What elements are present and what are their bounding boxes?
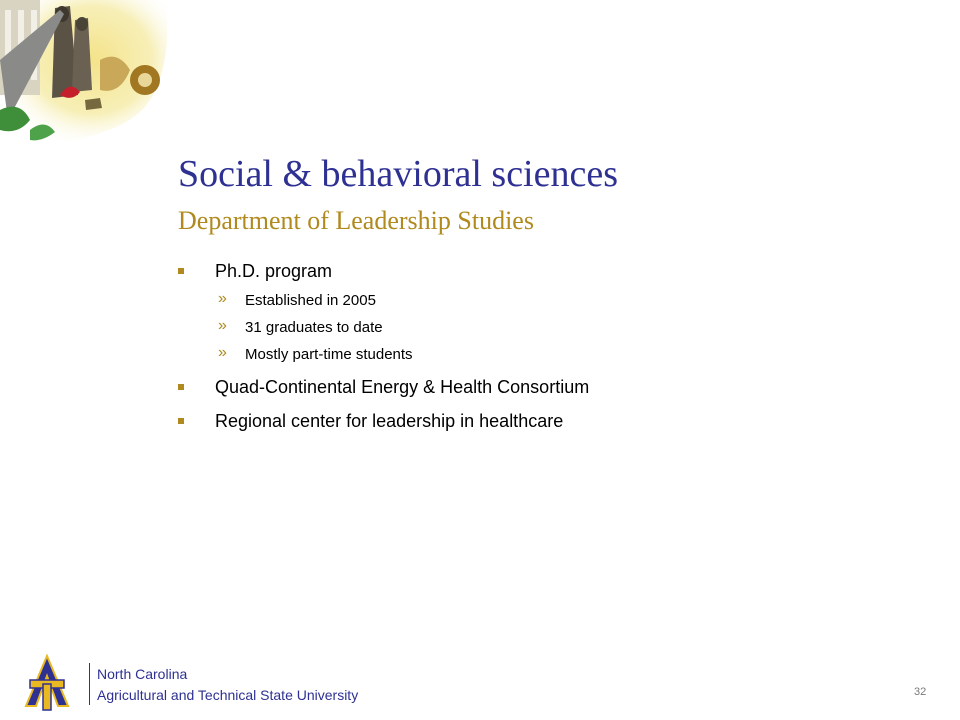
sub-bullet-text: Established in 2005 [245, 292, 376, 309]
bullet-text: Ph.D. program [215, 261, 333, 281]
university-name-line2: Agricultural and Technical State University [97, 687, 359, 703]
bullet-text: Regional center for leadership in healthcare [215, 411, 564, 431]
aggie-at-logo-icon [24, 654, 70, 712]
slide-subtitle: Department of Leadership Studies [178, 206, 534, 235]
footer-divider [89, 663, 90, 705]
sub-bullet-text: 31 graduates to date [245, 319, 383, 336]
university-name-line1: North Carolina [97, 666, 188, 682]
page-number: 32 [914, 686, 927, 698]
square-bullet-icon [178, 384, 184, 390]
slide-title: Social & behavioral sciences [178, 153, 619, 195]
chevron-bullet-icon: » [218, 290, 227, 307]
bullet-text: Quad-Continental Energy & Health Consortium [215, 377, 590, 397]
chevron-bullet-icon: » [218, 344, 227, 361]
square-bullet-icon [178, 268, 184, 274]
square-bullet-icon [178, 418, 184, 424]
chevron-bullet-icon: » [218, 317, 227, 334]
campus-collage-icon [0, 0, 175, 150]
sub-bullet-text: Mostly part-time students [245, 346, 413, 363]
